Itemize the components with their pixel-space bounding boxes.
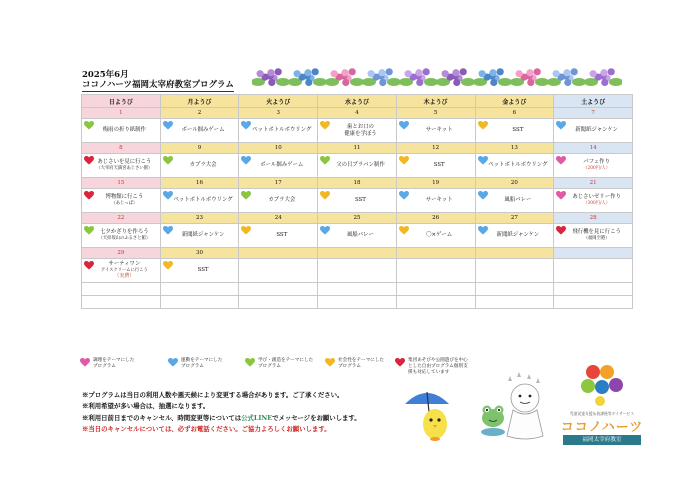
blank-cell: [82, 296, 161, 309]
blank-cell: [396, 296, 475, 309]
date-number: 6: [475, 108, 554, 119]
activity-cell: [396, 224, 475, 248]
activity-text: 新聞紙ジャンケン: [496, 232, 540, 239]
activity-cell: [554, 224, 633, 248]
activity-text: あじさいを見に行こう （大宰府天満宮あじさい園）: [82, 159, 160, 171]
date-number: 29: [82, 248, 161, 259]
activity-text: 風船バレー: [346, 232, 374, 239]
date-number: 20: [475, 178, 554, 189]
activity-text: サーキット: [425, 127, 453, 134]
activity-cell: [554, 259, 633, 283]
activity-row: [82, 259, 633, 283]
legend-text: 調理をテーマにした: [93, 358, 135, 363]
activity-cell: [475, 189, 554, 213]
blank-cell: [82, 283, 161, 296]
activity-text: 〇×ゲーム: [426, 232, 453, 239]
line-link[interactable]: 公式LINE: [241, 413, 273, 422]
red-heart-icon: [84, 191, 94, 200]
blank-cell: [160, 296, 239, 309]
red-heart-icon: [84, 261, 94, 270]
logo-branch: 福岡太宰府教室: [563, 435, 641, 445]
legend-text: プログラム: [258, 363, 281, 369]
activity-text: 七夕かざりを作ろう （天拝坂山のふるさと館）: [82, 229, 160, 241]
blue-heart-icon: [320, 226, 330, 235]
logo-name: ココノハーツ: [560, 420, 644, 435]
blue-heart-icon: [556, 121, 566, 130]
note-2: ※利用希望が多い場合は、抽選になります。: [82, 402, 210, 411]
blank-cell: [475, 283, 554, 296]
activity-cell: [475, 119, 554, 143]
activity-cell: [160, 189, 239, 213]
notes: [82, 390, 361, 435]
activity-cell: [82, 189, 161, 213]
activity-cell: [82, 119, 161, 143]
green-heart-icon: [320, 156, 330, 165]
activity-cell: [475, 224, 554, 248]
activity-text: カプラ大会: [189, 162, 217, 169]
page-title: ココノハーツ福岡太宰府教室プログラム: [82, 80, 234, 90]
activity-cell: [239, 119, 318, 143]
leaf-logo-icon: [555, 360, 650, 410]
date-number: 15: [82, 178, 161, 189]
legend-text: プログラム: [93, 363, 116, 369]
activity-text: 新聞紙ジャンケン: [181, 232, 225, 239]
activity-cost-note: （実費）: [114, 273, 135, 280]
activity-text: サーキット: [425, 197, 453, 204]
activity-cell: [554, 189, 633, 213]
blank-row: [82, 296, 633, 309]
blue-heart-icon: [168, 358, 178, 367]
date-number: 23: [160, 213, 239, 224]
date-number-row: [82, 108, 633, 119]
blue-heart-icon: [399, 191, 409, 200]
blank-cell: [318, 283, 397, 296]
legend-text: 運動をテーマにした: [181, 358, 223, 363]
date-number: 24: [239, 213, 318, 224]
legend-text: とした自由プログラム個別支: [408, 363, 468, 369]
weekday-header: 日ようび: [82, 95, 161, 108]
activity-text: パフェ作り （200円/人）: [554, 159, 632, 171]
activity-cell: [475, 259, 554, 283]
date-number: [554, 248, 633, 259]
date-number: 16: [160, 178, 239, 189]
blue-heart-icon: [163, 226, 173, 235]
activity-text: 風船バレー: [504, 197, 532, 204]
legend-item: [327, 358, 384, 370]
date-number: 27: [475, 213, 554, 224]
legend-text: 社会性をテーマにした: [338, 358, 384, 363]
activity-cell: [318, 259, 397, 283]
legend-text: 集団あそびや公園遊びを中心: [408, 358, 468, 363]
date-number-row: [82, 143, 633, 154]
activity-text: 新聞紙ジャンケン: [575, 127, 618, 134]
activity-cell: [396, 259, 475, 283]
header-year-month: 2025年6月: [82, 70, 129, 80]
activity-text: ボール掴みゲーム: [181, 127, 225, 134]
weekday-header: 水ようび: [318, 95, 397, 108]
activity-text: SST: [433, 162, 445, 169]
date-number: 10: [239, 143, 318, 154]
activity-text: ペットボトルボウリング: [488, 162, 548, 169]
date-number: 19: [396, 178, 475, 189]
note-1: ※プログラムは当日の利用人数や悪天候により変更する場合があります。ご了承ください。: [82, 391, 344, 399]
date-number: 8: [82, 143, 161, 154]
date-number: 1: [82, 108, 161, 119]
activity-row: [82, 224, 633, 248]
activity-text: カプラ大会: [268, 197, 296, 204]
weekday-header-row: [82, 95, 633, 108]
date-number: 3: [239, 108, 318, 119]
legend-text: 学び・創造をテーマにした: [258, 358, 314, 363]
activity-cell: [318, 119, 397, 143]
activity-text: 歯とお口の 健康を学ぼう: [318, 124, 396, 138]
date-number: 12: [396, 143, 475, 154]
date-number: 18: [318, 178, 397, 189]
blue-heart-icon: [163, 191, 173, 200]
date-number: 5: [396, 108, 475, 119]
date-number: 30: [160, 248, 239, 259]
yellow-heart-icon: [478, 121, 488, 130]
date-number: 21: [554, 178, 633, 189]
activity-text: あじさいゼリー作り （300円/人）: [554, 194, 632, 206]
activity-text: SST: [276, 232, 288, 239]
activity-text: 父の日プラバン制作: [336, 162, 385, 169]
legend-text: プログラム: [338, 363, 361, 369]
activity-cell: [475, 154, 554, 178]
pink-heart-icon: [556, 156, 566, 165]
date-number: 13: [475, 143, 554, 154]
rain-mascot-illustration-icon: [405, 368, 555, 448]
activity-text: SST: [355, 197, 366, 204]
activity-cell: [396, 189, 475, 213]
activity-cell: [396, 154, 475, 178]
date-number: [318, 248, 397, 259]
activity-row: [82, 119, 633, 143]
date-number-row: [82, 248, 633, 259]
activity-cell: [82, 224, 161, 248]
date-number: 2: [160, 108, 239, 119]
activity-cell: [554, 119, 633, 143]
activity-cell: [82, 259, 161, 283]
blank-cell: [239, 283, 318, 296]
brand-logo: [555, 360, 650, 445]
pink-heart-icon: [556, 191, 566, 200]
yellow-heart-icon: [320, 121, 330, 130]
date-number: [475, 248, 554, 259]
activity-text: ボール掴みゲーム: [260, 162, 304, 169]
blank-cell: [554, 283, 633, 296]
blue-heart-icon: [478, 191, 488, 200]
activity-cell: [318, 189, 397, 213]
calendar-table: [81, 94, 633, 309]
activity-subtext: （天拝坂山のふるさと館）: [98, 236, 151, 242]
logo-tagline: 児童発達支援＆放課後等デイサービス: [569, 411, 635, 416]
legend-text: 援も対応しています: [408, 369, 450, 375]
activity-cell: [318, 154, 397, 178]
activity-cell: [239, 154, 318, 178]
yellow-heart-icon: [320, 191, 330, 200]
legend-item: [82, 358, 134, 370]
legend-item: [247, 358, 313, 370]
date-number: 25: [318, 213, 397, 224]
red-heart-icon: [84, 156, 94, 165]
activity-cell: [554, 154, 633, 178]
green-heart-icon: [245, 358, 255, 367]
blue-heart-icon: [478, 226, 488, 235]
blank-cell: [160, 283, 239, 296]
blank-cell: [554, 296, 633, 309]
activity-subtext: （300円/人）: [583, 201, 611, 207]
note-4: ※当日のキャンセルについては、必ずお電話ください。ご協力よろしくお願いします。: [82, 424, 331, 433]
activity-cell: [239, 259, 318, 283]
activity-cell: [160, 259, 239, 283]
date-number: 14: [554, 143, 633, 154]
weekday-header: 土ようび: [554, 95, 633, 108]
activity-cell: [82, 154, 161, 178]
activity-cell: [396, 119, 475, 143]
blue-heart-icon: [241, 156, 251, 165]
legend-item: [170, 358, 222, 370]
blue-heart-icon: [399, 121, 409, 130]
weekday-header: 月ようび: [160, 95, 239, 108]
activity-text: サーティワン アイスクリームに行こう （実費）: [82, 261, 160, 279]
yellow-heart-icon: [241, 226, 251, 235]
hydrangea-decoration-icon: [252, 62, 622, 88]
date-number: 26: [396, 213, 475, 224]
green-heart-icon: [163, 156, 173, 165]
activity-subtext: 健康を学ぼう: [344, 130, 377, 137]
weekday-header: 金ようび: [475, 95, 554, 108]
activity-subtext: （あじっぱ）: [111, 201, 138, 207]
activity-text: 飛行機を見に行こう （福岡空港）: [554, 229, 632, 241]
yellow-heart-icon: [399, 226, 409, 235]
date-number: 9: [160, 143, 239, 154]
activity-text: ペットボトルボウリング: [252, 127, 312, 134]
blank-cell: [318, 296, 397, 309]
activity-row: [82, 189, 633, 213]
yellow-heart-icon: [399, 156, 409, 165]
green-heart-icon: [241, 191, 251, 200]
blank-cell: [239, 296, 318, 309]
red-heart-icon: [556, 226, 566, 235]
green-heart-icon: [84, 121, 94, 130]
activity-subtext: （大宰府天満宮あじさい園）: [96, 166, 153, 172]
activity-text: SST: [512, 127, 524, 134]
date-number-row: [82, 213, 633, 224]
activity-row: [82, 154, 633, 178]
red-heart-icon: [395, 358, 405, 367]
activity-subtext: （福岡空港）: [583, 236, 610, 242]
blue-heart-icon: [163, 121, 173, 130]
date-number-row: [82, 178, 633, 189]
activity-text: SST: [197, 267, 209, 274]
pink-heart-icon: [80, 358, 90, 367]
activity-cell: [239, 189, 318, 213]
blank-row: [82, 283, 633, 296]
green-heart-icon: [84, 226, 94, 235]
date-number: [396, 248, 475, 259]
date-number: 28: [554, 213, 633, 224]
yellow-heart-icon: [163, 261, 173, 270]
weekday-header: 木ようび: [396, 95, 475, 108]
date-number: [239, 248, 318, 259]
date-number: 17: [239, 178, 318, 189]
date-number: 22: [82, 213, 161, 224]
date-number: 4: [318, 108, 397, 119]
date-number: 11: [318, 143, 397, 154]
activity-text: ペットボトルボウリング: [173, 197, 233, 204]
legend-text: プログラム: [181, 363, 204, 369]
activity-cell: [239, 224, 318, 248]
note-3: ※利用日前日までのキャンセル、時間変更等については公式LINEでメッセージをお願いします。: [82, 413, 361, 422]
activity-cell: [160, 224, 239, 248]
activity-subtext: アイスクリームに行こう: [100, 268, 148, 274]
blue-heart-icon: [241, 121, 251, 130]
activity-cell: [318, 224, 397, 248]
activity-text: 博物館に行こう （あじっぱ）: [82, 194, 160, 206]
date-number: 7: [554, 108, 633, 119]
blank-cell: [475, 296, 554, 309]
blue-heart-icon: [478, 156, 488, 165]
activity-text: 梅雨の折り紙制作: [102, 127, 146, 134]
blank-cell: [396, 283, 475, 296]
activity-subtext: （200円/人）: [583, 166, 611, 172]
activity-cell: [160, 119, 239, 143]
yellow-heart-icon: [325, 358, 335, 367]
weekday-header: 火ようび: [239, 95, 318, 108]
activity-cell: [160, 154, 239, 178]
